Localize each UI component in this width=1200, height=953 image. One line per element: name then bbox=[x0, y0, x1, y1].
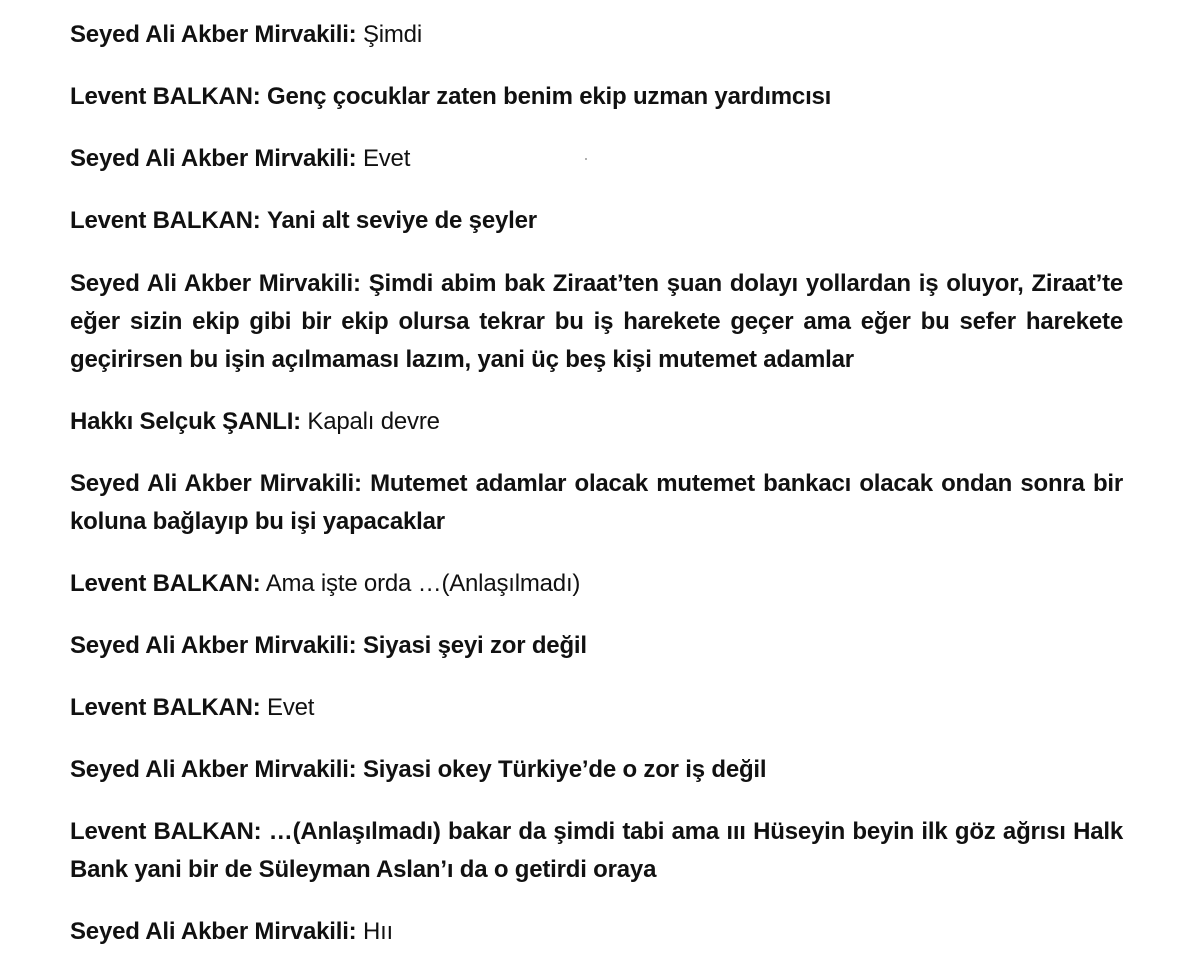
transcript-entry bbox=[70, 689, 1123, 727]
transcript-entry bbox=[70, 751, 1123, 789]
transcript-entry bbox=[70, 465, 1123, 541]
entry-text: Siyasi şeyi zor değil bbox=[362, 632, 587, 659]
entry-text: Kapalı devre bbox=[307, 408, 440, 435]
entry-text: Yani alt seviye de şeyler bbox=[267, 207, 537, 234]
entry-text: Evet bbox=[267, 694, 315, 721]
speaker-name: Seyed Ali Akber Mirvakili: bbox=[70, 918, 357, 945]
speaker-name: Levent BALKAN: bbox=[70, 694, 261, 721]
speaker-name: Seyed Ali Akber Mirvakili: bbox=[70, 21, 357, 48]
transcript-entry bbox=[70, 78, 1123, 116]
speaker-name: Seyed Ali Akber Mirvakili: bbox=[70, 270, 361, 297]
entry-text: Ama işte orda …(Anlaşılmadı) bbox=[265, 570, 581, 597]
speaker-name: Seyed Ali Akber Mirvakili: bbox=[70, 756, 357, 783]
entry-text: Mutemet adamlar olacak mutemet bankacı olacak ondan sonra bir koluna bağlayıp bu işi yapacaklar bbox=[70, 470, 1124, 535]
transcript-entry bbox=[70, 140, 1123, 178]
transcript-entry bbox=[70, 265, 1123, 379]
entry-text: Hıı bbox=[362, 918, 394, 945]
transcript-entry bbox=[70, 627, 1123, 665]
speaker-name: Seyed Ali Akber Mirvakili: bbox=[70, 470, 362, 497]
transcript-entry bbox=[70, 913, 1123, 951]
speaker-name: Seyed Ali Akber Mirvakili: bbox=[70, 145, 357, 172]
transcript-entry bbox=[70, 16, 1123, 54]
entry-text: Evet bbox=[362, 145, 411, 172]
speaker-name: Seyed Ali Akber Mirvakili: bbox=[70, 632, 357, 659]
speaker-name: Levent BALKAN: bbox=[70, 570, 261, 597]
transcript-entry bbox=[70, 565, 1123, 603]
speaker-name: Hakkı Selçuk ŞANLI: bbox=[70, 408, 301, 435]
entry-text: Şimdi bbox=[362, 21, 422, 48]
transcript-entry bbox=[70, 202, 1123, 240]
transcript-entry bbox=[70, 403, 1123, 441]
entry-text: Şimdi abim bak Ziraat’ten şuan dolayı yollardan iş oluyor, Ziraat’te eğer sizin ekip gibi bir ekip olursa tekrar bu iş harekete geçer ama eğer bu sefer harekete geçirirsen bu işin açılmaması lazım, yani üç beş kişi mutemet adamlar bbox=[70, 270, 1124, 373]
entry-text: Genç çocuklar zaten benim ekip uzman yardımcısı bbox=[267, 83, 832, 110]
speaker-name: Levent BALKAN: bbox=[70, 818, 262, 845]
entry-text: Siyasi okey Türkiye’de o zor iş değil bbox=[362, 756, 767, 783]
entry-text: …(Anlaşılmadı) bakar da şimdi tabi ama ııı Hüseyin beyin ilk göz ağrısı Halk Bank yani bir de Süleyman Aslan’ı da o getirdi oraya bbox=[70, 818, 1123, 883]
speaker-name: Levent BALKAN: bbox=[70, 83, 261, 110]
scan-speck bbox=[585, 158, 587, 160]
transcript-entry bbox=[70, 813, 1123, 889]
speaker-name: Levent BALKAN: bbox=[70, 207, 261, 234]
